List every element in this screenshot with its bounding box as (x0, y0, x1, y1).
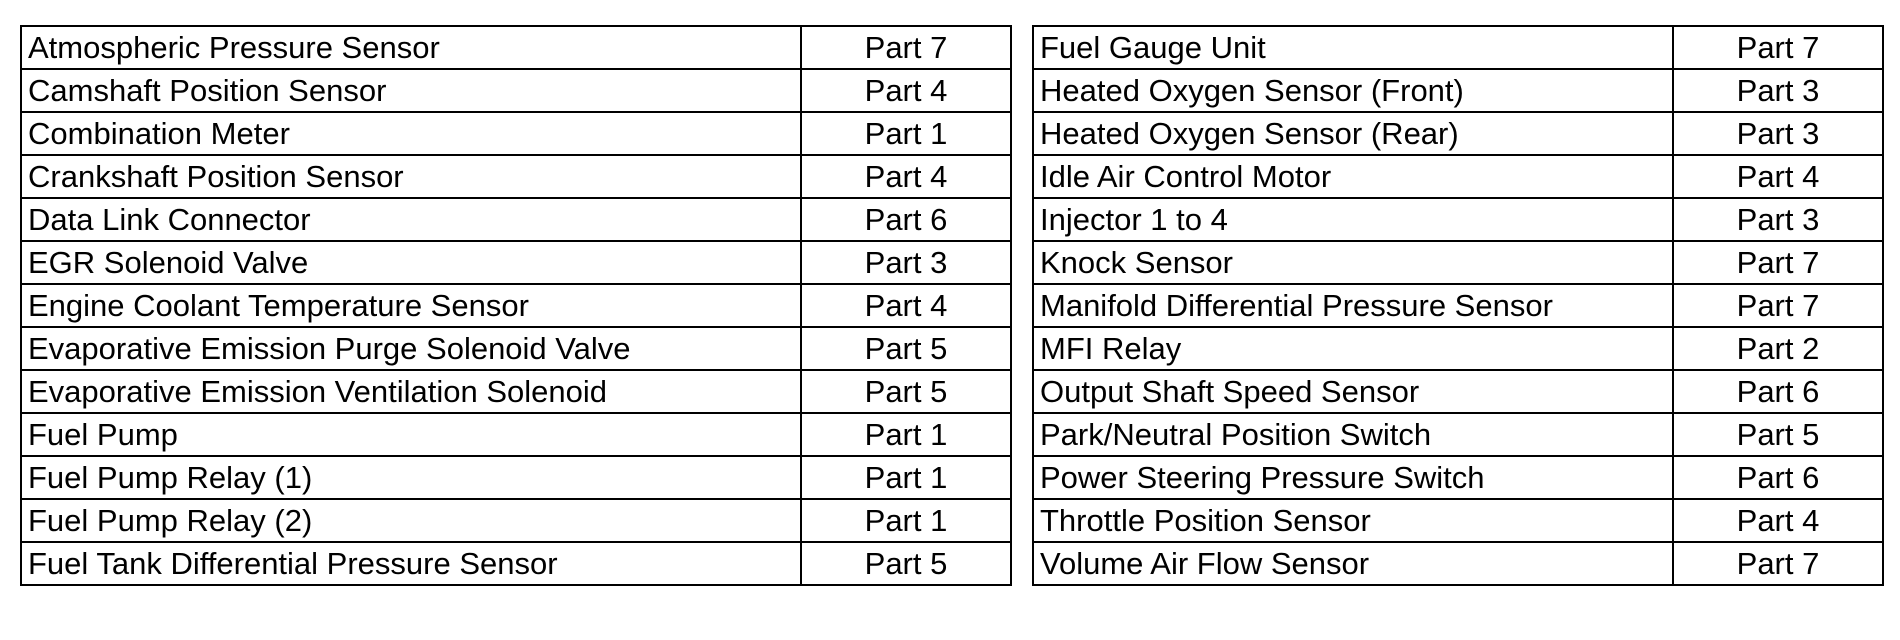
component-table-right (1032, 25, 1884, 586)
component-index (20, 25, 1884, 586)
component-name-cell: Combination Meter (21, 112, 801, 155)
table-row (21, 284, 1011, 327)
table-row (1033, 499, 1883, 542)
component-name-cell: Engine Coolant Temperature Sensor (21, 284, 801, 327)
part-reference-cell: Part 6 (1673, 370, 1883, 413)
part-reference-cell: Part 7 (1673, 284, 1883, 327)
part-reference-cell: Part 4 (801, 155, 1011, 198)
component-name-cell: Evaporative Emission Ventilation Solenoid (21, 370, 801, 413)
table-row (21, 370, 1011, 413)
table-row (21, 26, 1011, 69)
component-name-cell: Power Steering Pressure Switch (1033, 456, 1673, 499)
table-row (21, 327, 1011, 370)
component-table-right-body (1033, 26, 1883, 585)
component-name-cell: Manifold Differential Pressure Sensor (1033, 284, 1673, 327)
component-name-cell: Data Link Connector (21, 198, 801, 241)
table-row (1033, 155, 1883, 198)
table-row (1033, 370, 1883, 413)
table-row (1033, 413, 1883, 456)
table-row (1033, 542, 1883, 585)
component-table-left (20, 25, 1012, 586)
table-row (21, 413, 1011, 456)
part-reference-cell: Part 6 (1673, 456, 1883, 499)
part-reference-cell: Part 4 (1673, 155, 1883, 198)
table-row (1033, 284, 1883, 327)
component-name-cell: EGR Solenoid Valve (21, 241, 801, 284)
part-reference-cell: Part 1 (801, 112, 1011, 155)
component-name-cell: Heated Oxygen Sensor (Rear) (1033, 112, 1673, 155)
part-reference-cell: Part 5 (801, 370, 1011, 413)
component-name-cell: Fuel Pump Relay (2) (21, 499, 801, 542)
table-row (1033, 26, 1883, 69)
table-row (21, 542, 1011, 585)
part-reference-cell: Part 3 (801, 241, 1011, 284)
component-name-cell: Fuel Tank Differential Pressure Sensor (21, 542, 801, 585)
part-reference-cell: Part 6 (801, 198, 1011, 241)
component-name-cell: Heated Oxygen Sensor (Front) (1033, 69, 1673, 112)
component-name-cell: Fuel Pump (21, 413, 801, 456)
table-row (21, 155, 1011, 198)
part-reference-cell: Part 4 (801, 284, 1011, 327)
part-reference-cell: Part 2 (1673, 327, 1883, 370)
component-name-cell: Knock Sensor (1033, 241, 1673, 284)
component-name-cell: Idle Air Control Motor (1033, 155, 1673, 198)
part-reference-cell: Part 7 (1673, 241, 1883, 284)
part-reference-cell: Part 3 (1673, 112, 1883, 155)
component-name-cell: Throttle Position Sensor (1033, 499, 1673, 542)
part-reference-cell: Part 7 (1673, 542, 1883, 585)
table-row (1033, 112, 1883, 155)
part-reference-cell: Part 1 (801, 413, 1011, 456)
table-row (1033, 456, 1883, 499)
table-row (21, 456, 1011, 499)
table-row (21, 112, 1011, 155)
part-reference-cell: Part 3 (1673, 69, 1883, 112)
part-reference-cell: Part 5 (801, 327, 1011, 370)
table-row (21, 499, 1011, 542)
part-reference-cell: Part 7 (801, 26, 1011, 69)
table-row (1033, 69, 1883, 112)
component-name-cell: Volume Air Flow Sensor (1033, 542, 1673, 585)
table-row (1033, 198, 1883, 241)
part-reference-cell: Part 1 (801, 499, 1011, 542)
component-name-cell: Injector 1 to 4 (1033, 198, 1673, 241)
component-name-cell: Fuel Pump Relay (1) (21, 456, 801, 499)
part-reference-cell: Part 4 (1673, 499, 1883, 542)
component-table-left-body (21, 26, 1011, 585)
component-name-cell: Atmospheric Pressure Sensor (21, 26, 801, 69)
component-name-cell: Fuel Gauge Unit (1033, 26, 1673, 69)
component-name-cell: Output Shaft Speed Sensor (1033, 370, 1673, 413)
component-name-cell: MFI Relay (1033, 327, 1673, 370)
table-row (1033, 327, 1883, 370)
part-reference-cell: Part 7 (1673, 26, 1883, 69)
part-reference-cell: Part 5 (1673, 413, 1883, 456)
table-row (1033, 241, 1883, 284)
part-reference-cell: Part 4 (801, 69, 1011, 112)
part-reference-cell: Part 5 (801, 542, 1011, 585)
component-name-cell: Park/Neutral Position Switch (1033, 413, 1673, 456)
table-row (21, 198, 1011, 241)
component-name-cell: Crankshaft Position Sensor (21, 155, 801, 198)
table-row (21, 69, 1011, 112)
component-name-cell: Camshaft Position Sensor (21, 69, 801, 112)
part-reference-cell: Part 3 (1673, 198, 1883, 241)
table-row (21, 241, 1011, 284)
component-name-cell: Evaporative Emission Purge Solenoid Valve (21, 327, 801, 370)
part-reference-cell: Part 1 (801, 456, 1011, 499)
